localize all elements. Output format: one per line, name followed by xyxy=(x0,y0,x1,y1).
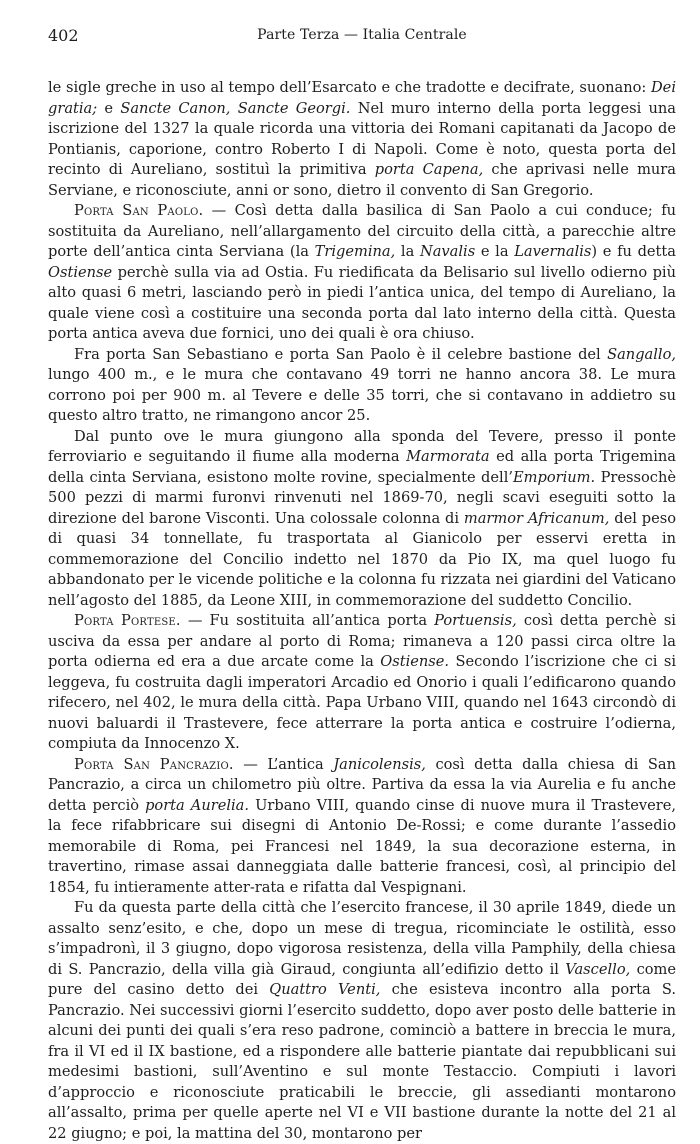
italic-term: Trigemina, xyxy=(314,243,396,260)
section-heading: Porta San Paolo. xyxy=(74,202,204,219)
italic-term: Ostiense. xyxy=(380,653,450,670)
italic-term: Quattro Venti, xyxy=(269,981,381,998)
italic-term: porta Aurelia. xyxy=(145,796,250,814)
text-run: Urbano VIII, quando cinse di nuove mura il Trastevere, la fece rifabbricare sui disegni di Antonio De-Rossi; e come durante l’assedio memorabile di Roma, pei Francesi nel 1849, la sua decorazione esterna, in travertino, rimase assai danneggiata dalle batterie francesi, così, al principio del 1854, fu intieramente atter-rata e rifatta dal Vespignani. xyxy=(48,796,676,896)
text-run: ) e fu detta xyxy=(591,243,676,260)
text-run: lungo 400 m., e le mura che contavano 49 torri ne hanno ancora 38. Le mura corrono poi per 900 m. al Tevere e delle 35 torri, che si contavano in addietro su questo altro tratto, ne rimangono ancor 25. xyxy=(48,366,676,424)
text-run: le sigle greche in uso al tempo dell’Esarcato e che tradotte e decifrate, suonano: xyxy=(48,79,651,96)
italic-term: Navalis xyxy=(419,243,476,260)
text-run: così detta perchè si usciva da essa per andare al porto di Roma; rimaneva a 120 passi circa oltre la porta odierna ed era a due arcate come la xyxy=(48,612,676,670)
italic-term: Ostiense xyxy=(48,263,113,281)
italic-term: marmor Africanum, xyxy=(463,509,610,527)
paragraph xyxy=(48,611,676,755)
paragraph xyxy=(48,755,676,899)
paragraph xyxy=(48,78,676,201)
italic-term: Sancte Canon, Sancte Georgi. xyxy=(120,99,351,117)
paragraph xyxy=(48,201,676,345)
body-text xyxy=(48,78,676,1144)
text-run: come pure del casino detto dei xyxy=(48,960,676,998)
running-title: Parte Terza — Italia Centrale xyxy=(257,27,467,43)
text-run: che aprivasi nelle mura Serviane, e riconosciute, anni or sono, dietro il convento di San Gregorio. xyxy=(48,161,676,199)
text-run: che esisteva incontro alla porta S. Pancrazio. Nei successivi giorni l’esercito suddetto, dopo aver posto delle batterie in alcuni dei punti dei quali s’era reso padrone, cominciò a battere in breccia le mura, fra il VI ed il IX bastione, ed a rispondere alle batterie piantate dai repubblicani sui medesimi bastioni, sull’Aventino e sul monte Testaccio. Compiuti i lavori d’approccio e riconosciute praticabili le breccie, gli assedianti montarono all’assalto, prima per quelle aperte nel VI e VII bastione durante la notte del 21 al 22 giugno; e poi, la mattina del 30, montarono per xyxy=(48,981,676,1142)
section-heading: Porta San Pancrazio. xyxy=(74,755,234,773)
italic-term: Lavernalis xyxy=(514,243,592,260)
text-run: Pressochè 500 pezzi di marmi furonvi rinvenuti nel 1869-70, negli scavi eseguiti sotto la direzione del barone Visconti. Una colossale colonna di xyxy=(48,468,676,527)
text-run: — L’antica xyxy=(233,755,334,773)
text-run: e xyxy=(97,99,121,117)
italic-term: Portuensis, xyxy=(434,612,517,629)
page-number: 402 xyxy=(48,26,79,45)
text-run: Nel muro interno della porta leggesi una iscrizione del 1327 la quale ricorda una vittoria dei Romani capitanati da Jacopo de Pontianis, caporione, contro Roberto I di Napoli. Come è noto, questa porta del recinto di Aureliano, sostituì la primitiva xyxy=(48,99,676,178)
italic-term: Marmorata xyxy=(406,448,490,465)
italic-term: Emporium. xyxy=(513,468,596,486)
italic-term: porta Capena, xyxy=(374,161,484,178)
text-run: Secondo l’iscrizione che ci si leggeva, fu costruita dagli imperatori Arcadio ed Onorio i quali l’edificarono quando rifecero, nel 402, le mura della città. Papa Urbano VIII, quando nel 1643 circondò di nuovi baluardi il Trastevere, fece atterrare la porta antica e costruire l’odierna, compiuta da Innocenzo X. xyxy=(48,653,676,752)
paragraph xyxy=(48,427,676,612)
italic-term: Janicolensis, xyxy=(333,755,426,773)
text-run: del peso di quasi 34 tonnellate, fu trasportata al Gianicolo per esservi eretta in commemorazione del Concilio indetto nel 1870 da Pio IX, ma quel luogo fu abbandonato per le vicende politiche e la colonna fu rizzata nei giardini del Vaticano nell’agosto del 1885, da Leone XIII, in commemorazione del suddetto Concilio. xyxy=(48,509,676,609)
text-run: — Fu sostituita all’antica porta xyxy=(180,612,435,629)
paragraph xyxy=(48,898,676,1144)
text-run: — Così detta dalla basilica di San Paolo a cui conduce; fu sostituita da Aureliano, nell’allargamento del circuito della città, a parecchie altre porte dell’antica cinta Serviana (la xyxy=(48,202,676,260)
text-run: Fra porta San Sebastiano e porta San Paolo è il celebre bastione del xyxy=(74,345,608,363)
text-run: così detta dalla chiesa di San Pancrazio, a circa un chilometro più oltre. Partiva da essa la via Aurelia e fu anche detta perciò xyxy=(48,755,676,814)
book-page xyxy=(48,26,676,1144)
italic-term: Dei gratia; xyxy=(48,79,676,117)
italic-term: Vascello, xyxy=(565,960,631,978)
running-head xyxy=(48,26,676,48)
text-run: e la xyxy=(475,243,515,260)
text-run: Fu da questa parte della città che l’esercito francese, il 30 aprile 1849, diede un assalto senz’esito, e che, dopo un mese di tregua, ricominciate le ostilità, esso s’impadronì, il 3 giugno, dopo vigorosa resistenza, della villa Pamphily, della chiesa di S. Pancrazio, della villa già Giraud, congiunta all’edifizio detto il xyxy=(48,899,676,978)
section-heading: Porta Portese. xyxy=(74,612,181,629)
paragraph xyxy=(48,345,676,427)
text-run: Dal punto ove le mura giungono alla sponda del Tevere, presso il ponte ferroviario e seguitando il fiume alla moderna xyxy=(48,427,676,465)
text-run: perchè sulla via ad Ostia. Fu riedificata da Belisario sul livello odierno più alto quasi 6 metri, lasciando però in piedi l’antica unica, del tempo di Aureliano, la quale viene così a costituire una seconda porta dal lato interno della città. Questa porta antica aveva due fornici, uno dei quali è ora chiuso. xyxy=(48,263,676,342)
text-run: ed alla porta Trigemina della cinta Serviana, esistono molte rovine, specialmente dell’ xyxy=(48,448,676,486)
italic-term: Sangallo, xyxy=(607,345,676,363)
text-run: la xyxy=(395,243,420,260)
